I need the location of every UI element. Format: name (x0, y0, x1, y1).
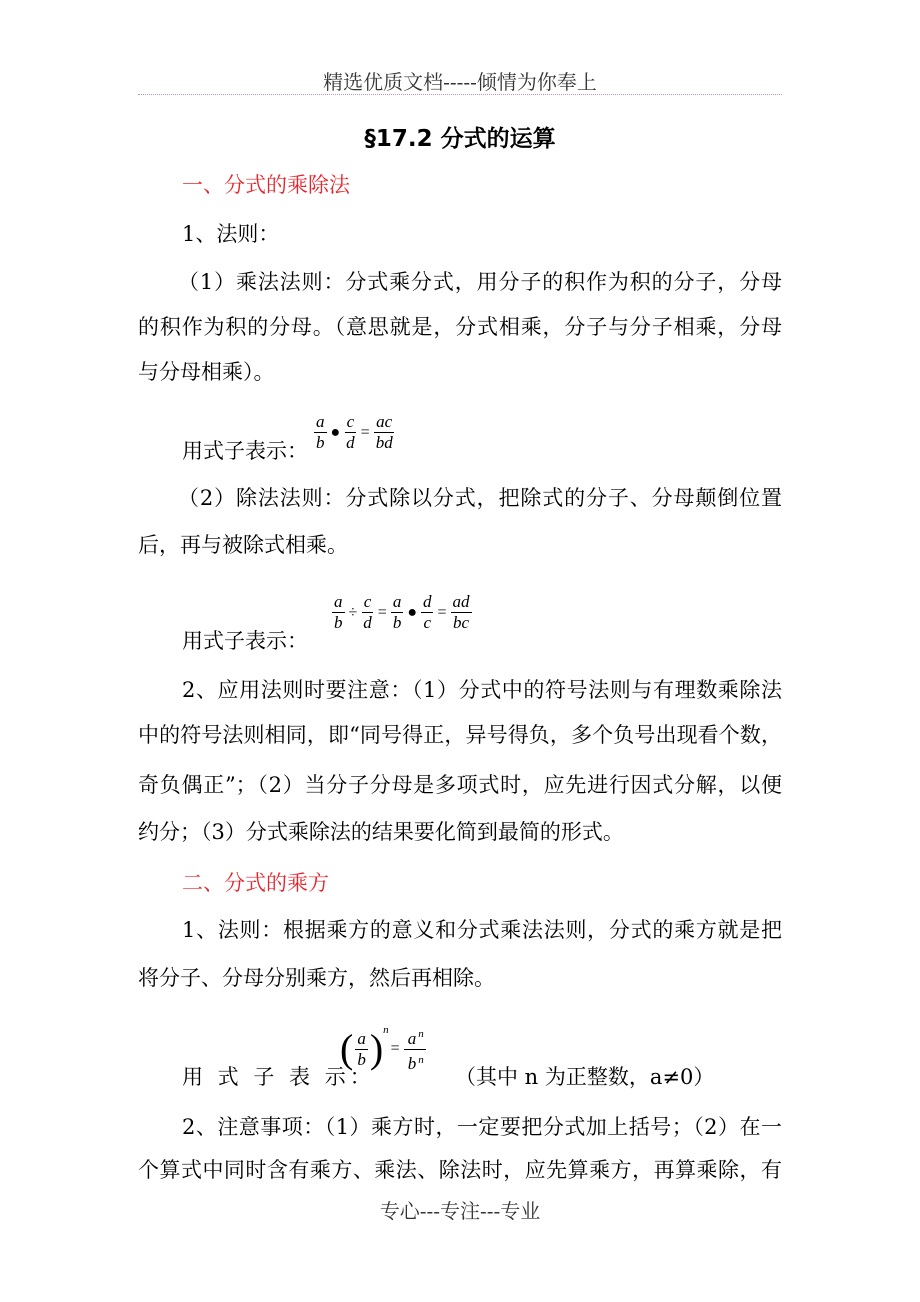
note-line: 中的符号法则相同，即“同号得正，异号得负，多个负号出现看个数， (138, 723, 782, 747)
page-footer: 专心---专注---专业 (379, 1199, 541, 1223)
power-rule-line: 将分子、分母分别乘方，然后再相除。 (138, 966, 495, 990)
expression-label: 用 式 子 表 示： (182, 1065, 375, 1089)
page-header: 精选优质文档-----倾情为你奉上 (323, 70, 597, 94)
multiplication-rule-line: （1）乘法法则：分式乘分式，用分子的积作为积的分子，分母 (178, 270, 782, 294)
multiplication-rule-line: 的积作为积的分母。（意思就是，分式相乘，分子与分子相乘，分母 (138, 315, 782, 339)
division-rule-line: 后，再与被除式相乘。 (138, 533, 348, 557)
note-line: 个算式中同时含有乘方、乘法、除法时，应先算乘方，再算乘除，有 (138, 1158, 782, 1182)
note-line: 约分；（3）分式乘除法的结果要化简到最简的形式。 (138, 820, 624, 844)
expression-label: 用式子表示： (182, 439, 308, 463)
power-rule-line: 1、法则：根据乘方的意义和分式乘法法则，分式的乘方就是把 (182, 918, 782, 942)
note-line: 2、应用法则时要注意：（1）分式中的符号法则与有理数乘除法 (182, 678, 782, 702)
note-line: 奇负偶正”；（2）当分子分母是多项式时，应先进行因式分解，以便 (138, 773, 782, 797)
division-rule-line: （2）除法法则：分式除以分式，把除式的分子、分母颠倒位置 (178, 486, 782, 510)
note-line: 2、注意事项：（1）乘方时，一定要把分式加上括号；（2）在一 (182, 1115, 782, 1139)
page-title: §17.2 分式的运算 (364, 126, 556, 152)
multiplication-formula: $\frac{a}{b}$ ● $\frac{c}{d}$ = $\frac{ac}{bd}$ (316, 412, 393, 452)
rule-label: 1、法则： (182, 222, 280, 246)
expression-label: 用式子表示： (182, 629, 308, 653)
section-heading-1: 一、分式的乘除法 (182, 173, 350, 197)
section-heading-2: 二、分式的乘方 (182, 871, 329, 895)
power-formula: ( $\frac{a}{b}$ ) $^n$ = $\frac{a ^n}{b ^n}$ (340, 1024, 424, 1074)
header-divider (138, 94, 782, 95)
multiplication-rule-line: 与分母相乘）。 (138, 360, 275, 384)
division-formula: $\frac{a}{b}$ ÷ $\frac{c}{d}$ = $\frac{a}{b}$ ● $\frac{d}{c}$ = $\frac{ad}{bc}$ (334, 592, 470, 632)
condition-note: （其中 n 为正整数，a≠0） (455, 1065, 715, 1089)
